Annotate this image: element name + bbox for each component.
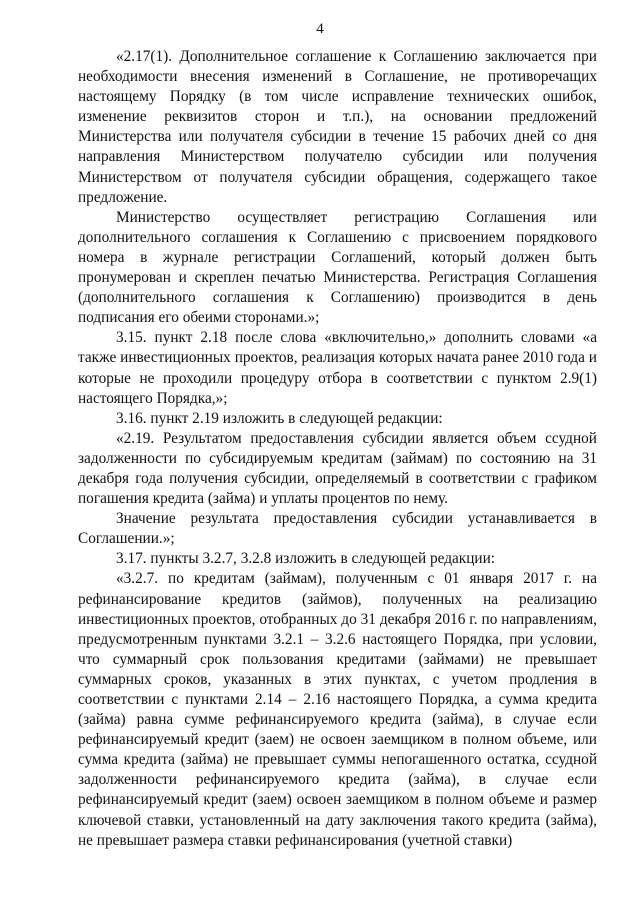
paragraph-registration: Министерство осуществляет регистрацию Соглашения или дополнительного соглашения к Соглашению с присвоением порядкового номера в журнале регистрации Соглашений, который должен быть пронумерован и скреплен печатью Министерства. Регистрация Соглашения (дополнительного соглашения к Соглашению) производится в день подписания его обеими сторонами.»;: [78, 208, 597, 327]
paragraph-3-17: 3.17. пункты 3.2.7, 3.2.8 изложить в следующей редакции:: [116, 550, 496, 568]
paragraph-result-value: Значение результата предоставления субсидии устанавливается в Соглашении.»;: [78, 510, 597, 548]
document-body: [78, 47, 597, 851]
paragraph-3-16: 3.16. пункт 2.19 изложить в следующей редакции:: [116, 409, 443, 427]
paragraph-2-17-1: «2.17(1). Дополнительное соглашение к Соглашению заключается при необходимости внесения изменений в Соглашение, не противоречащих настоящему Порядку (в том числе исправление технических ошибок, изменение реквизитов сторон и т.п.), на основании предложений Министерства или получателя субсидии в течение 15 рабочих дней со дня направления Министерством получателю субсидии или получения Министерством от получателя субсидии обращения, содержащего такое предложение.: [78, 48, 597, 206]
paragraph-3-2-7: «3.2.7. по кредитам (займам), полученным с 01 января 2017 г. на рефинансирование кредитов (займов), полученных на реализацию инвестиционных проектов, отобранных до 31 декабря 2016 г. по направлениям, предусмотренным пунктами 3.2.1 – 3.2.6 настоящего Порядка, при условии, что суммарный срок пользования кредитами (займами) не превышает суммарных сроков, указанных в этих пунктах, с учетом продления в соответствии с пунктами 2.14 – 2.16 настоящего Порядка, а сумма кредита (займа) равна сумме рефинансируемого кредита (займа), в случае если рефинансируемый кредит (заем) не освоен заемщиком в полном объеме, или сумма кредита (займа) не превышает суммы непогашенного остатка, ссудной задолженности рефинансируемого кредита (займа), в случае если рефинансируемый кредит (заем) освоен заемщиком в полном объеме и размер ключевой ставки, установленный на дату заключения такого кредита (займа), не превышает размера ставки рефинансирования (учетной ставки): [78, 570, 597, 849]
paragraph-3-15: 3.15. пункт 2.18 после слова «включительно,» дополнить словами «а также инвестиционных проектов, реализация которых начата ранее 2010 года и которые не проходили процедуру отбора в соответствии с пунктом 2.9(1) настоящего Порядка,»;: [78, 329, 597, 407]
paragraph-2-19: «2.19. Результатом предоставления субсидии является объем ссудной задолженности по субсидируемым кредитам (займам) по состоянию на 31 декабря года получения субсидии, определяемый в соответствии с графиком погашения кредита (займа) и уплаты процентов по нему.: [78, 429, 597, 508]
page-number: 4: [316, 21, 324, 37]
